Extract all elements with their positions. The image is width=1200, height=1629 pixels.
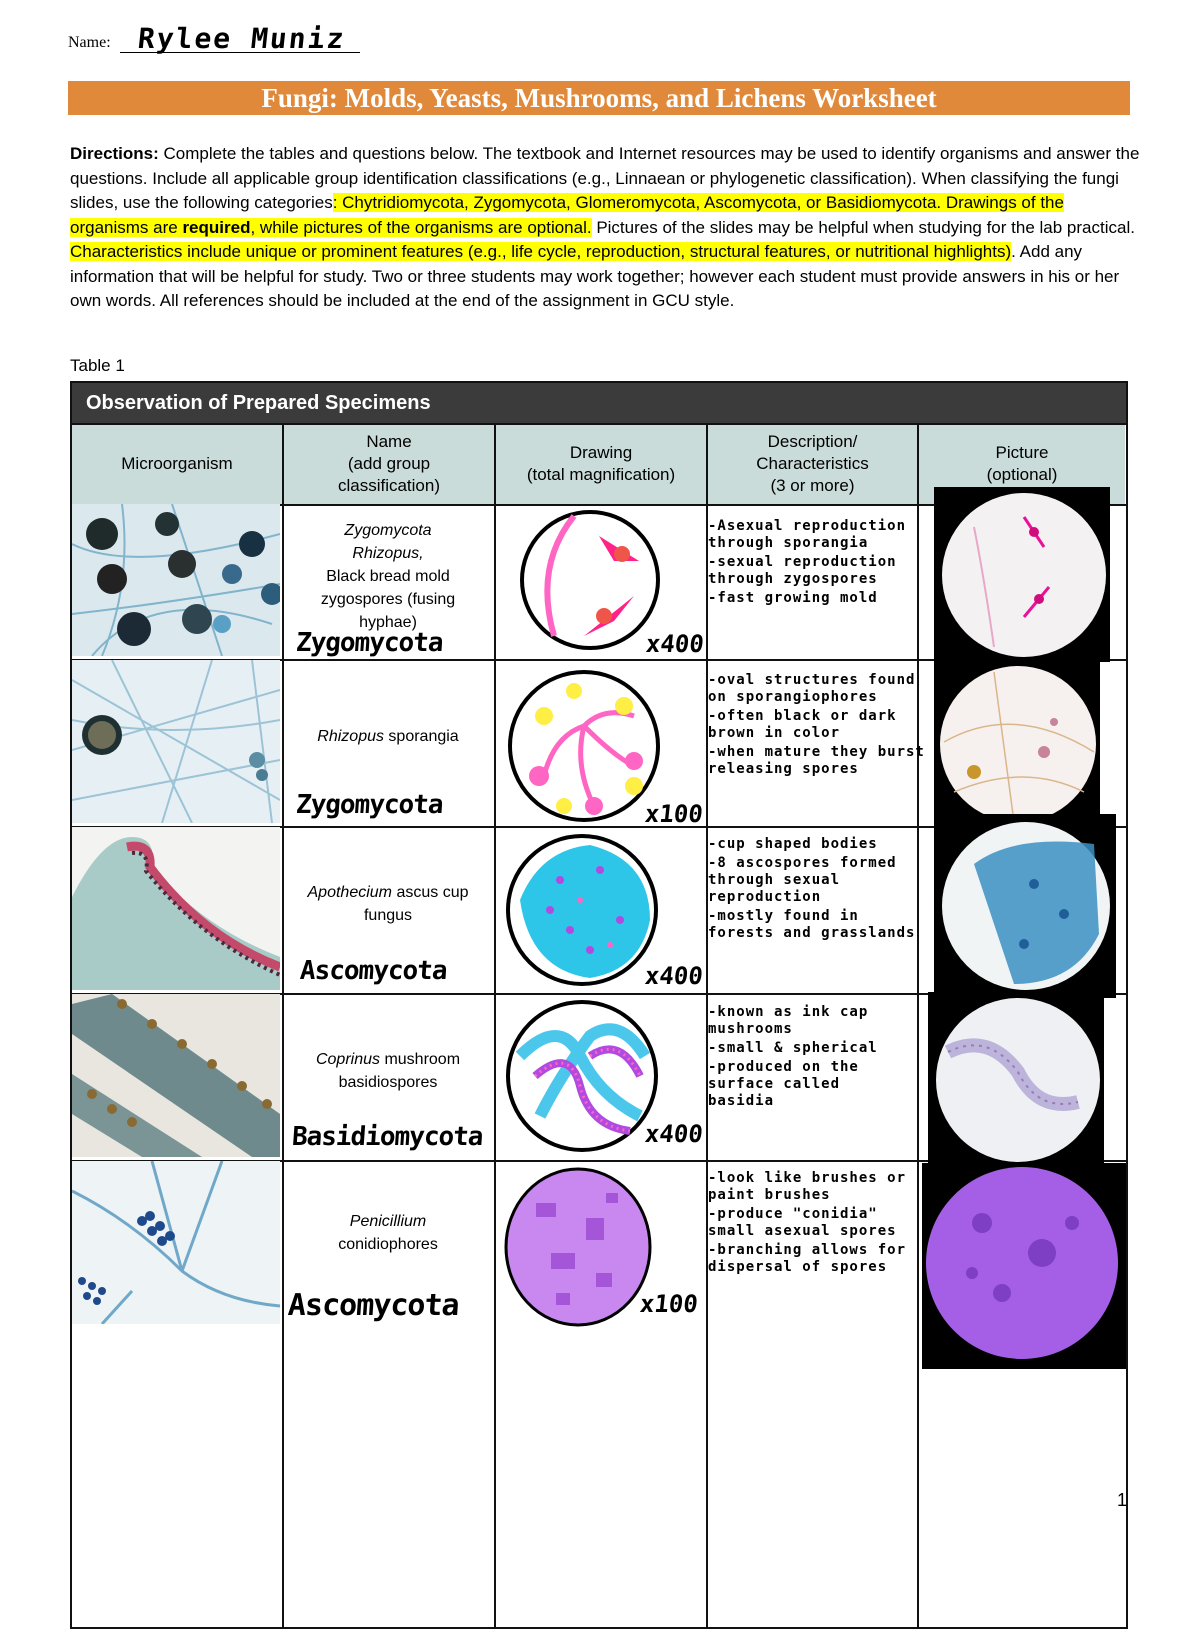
photo-row3 bbox=[934, 814, 1116, 998]
row1-desc-3: -fast growing mold bbox=[708, 590, 878, 606]
row4-name-italic: Coprinus bbox=[315, 1050, 380, 1068]
directions-text-2: Pictures of the slides may be helpful when studying for the lab practical. bbox=[591, 217, 1135, 237]
col-desc-line3: (3 or more) bbox=[770, 476, 855, 495]
row1-name-plain: Black bread mold zygospores (fusing hyphae) bbox=[320, 567, 456, 631]
row2-handwritten-group: Zygomycota bbox=[294, 790, 444, 820]
row4-desc-3: -produced on the surface called basidia bbox=[708, 1059, 859, 1109]
row5-desc-3: -branching allows for dispersal of spores bbox=[708, 1242, 907, 1275]
col-picture-line2: (optional) bbox=[986, 465, 1058, 484]
col-name-line1: Name bbox=[366, 432, 412, 451]
row5-handwritten-group: Ascomycota bbox=[286, 1288, 460, 1323]
photo-row4 bbox=[928, 992, 1104, 1166]
directions-highlight-2: , while pictures of the organisms are optional. bbox=[250, 217, 592, 237]
row2-magnification: x100 bbox=[643, 800, 705, 828]
drawing-row1 bbox=[514, 506, 664, 656]
row2-desc-1: -oval structures found on sporangiophores bbox=[708, 672, 916, 705]
drawing-row5 bbox=[496, 1163, 661, 1331]
table-label: Table 1 bbox=[70, 356, 125, 375]
page-number: 1 bbox=[1117, 1490, 1128, 1510]
table-heading: Observation of Prepared Specimens bbox=[72, 383, 1126, 423]
row5-name-italic: Penicillium bbox=[349, 1212, 427, 1230]
name-field bbox=[68, 22, 360, 54]
photo-row1 bbox=[934, 487, 1110, 662]
row5-name-plain: conidiophores bbox=[338, 1235, 438, 1253]
row4-magnification: x400 bbox=[643, 1120, 705, 1148]
row2-name-italic: Rhizopus bbox=[317, 728, 384, 745]
row4-desc-2: -small & spherical bbox=[708, 1040, 878, 1056]
row1-desc-1: -Asexual reproduction through sporangia bbox=[708, 518, 907, 551]
col-drawing-line1: Drawing bbox=[569, 443, 633, 462]
grid-line bbox=[494, 424, 496, 1629]
row1-desc-2: -sexual reproduction through zygospores bbox=[708, 554, 897, 587]
row2-name-plain: sporangia bbox=[383, 728, 459, 745]
row5-magnification: x100 bbox=[638, 1290, 700, 1318]
directions-text-3: . Add any information that will be helpful for study. Two or three students may work together; however each student must provide answers in his or her own words. All references should be included at the end of the assignment in GCU style. bbox=[70, 242, 1120, 310]
directions-highlight-required: required bbox=[182, 217, 251, 237]
col-description bbox=[708, 424, 917, 504]
col-drawing-line2: (total magnification) bbox=[526, 465, 676, 484]
row1-magnification: x400 bbox=[644, 630, 706, 658]
micrograph-sporangia bbox=[72, 660, 280, 823]
photo-row2 bbox=[934, 662, 1100, 824]
micrograph-apothecium bbox=[72, 827, 280, 990]
desc-cell-row5 bbox=[706, 1160, 916, 1345]
col-desc-line1: Description/ bbox=[767, 432, 858, 451]
row3-desc-3: -mostly found in forests and grasslands bbox=[708, 908, 916, 941]
directions-highlight-1: : Chytridiomycota, Zygomycota, Glomeromycota, Ascomycota, or Basidiomycota. Drawings of the organisms are bbox=[70, 193, 1064, 237]
col-picture-line1: Picture bbox=[995, 443, 1049, 462]
worksheet-title: Fungi: Molds, Yeasts, Mushrooms, and Lichens Worksheet bbox=[68, 81, 1130, 115]
row3-magnification: x400 bbox=[643, 962, 705, 990]
drawing-row3 bbox=[500, 830, 665, 990]
col-microorganism-label: Microorganism bbox=[121, 454, 233, 473]
directions-text-1: Complete the tables and questions below. The textbook and Internet resources may be used to identify organisms and answer the questions. Include all applicable group identification classifications (e.g., Linnaean or phylogenetic classification). When classifying the fungi slides, use the following categories bbox=[70, 144, 1140, 212]
row3-name-plain: ascus cup fungus bbox=[363, 883, 469, 924]
col-desc-line2: Characteristics bbox=[756, 454, 869, 473]
col-drawing bbox=[496, 424, 706, 504]
row3-name-italic: Apothecium bbox=[307, 883, 392, 901]
col-microorganism bbox=[72, 424, 282, 504]
row1-name-italic2: Rhizopus, bbox=[352, 544, 424, 562]
desc-cell-row3 bbox=[706, 826, 932, 986]
row4-handwritten-group: Basidiomycota bbox=[290, 1122, 484, 1152]
grid-line bbox=[72, 423, 1126, 425]
row1-handwritten-group: Zygomycota bbox=[294, 628, 444, 658]
row2-desc-2: -often black or dark brown in color bbox=[708, 708, 897, 741]
col-name-line2: (add group bbox=[347, 454, 431, 473]
row2-desc-3: -when mature they burst releasing spores bbox=[708, 744, 925, 777]
col-name-line3: classification) bbox=[337, 476, 441, 495]
row4-name-plain: mushroom basidiospores bbox=[338, 1050, 461, 1091]
name-label: Name: bbox=[68, 34, 111, 51]
row3-desc-2: -8 ascospores formed through sexual reproduction bbox=[708, 855, 897, 905]
desc-cell-row2 bbox=[706, 662, 932, 822]
directions-paragraph bbox=[70, 142, 1140, 314]
student-name: Rylee Muniz bbox=[136, 22, 348, 55]
photo-row5 bbox=[922, 1163, 1126, 1369]
micrograph-penicillium bbox=[72, 1161, 280, 1324]
directions-highlight-3: Characteristics include unique or prominent features (e.g., life cycle, reproduction, structural features, or nutritional highlights) bbox=[70, 242, 1012, 261]
col-name bbox=[284, 424, 494, 504]
drawing-row2 bbox=[504, 666, 662, 824]
micrograph-coprinus bbox=[72, 994, 280, 1157]
micrograph-zygospores bbox=[72, 504, 280, 656]
drawing-row4 bbox=[500, 996, 665, 1156]
directions-label: Directions: bbox=[70, 144, 159, 163]
desc-cell-row4 bbox=[706, 994, 916, 1154]
desc-cell-row1 bbox=[706, 508, 936, 658]
row5-desc-2: -produce "conidia" small asexual spores bbox=[708, 1206, 897, 1239]
row4-desc-1: -known as ink cap mushrooms bbox=[708, 1004, 869, 1037]
row3-handwritten-group: Ascomycota bbox=[298, 956, 448, 986]
row3-desc-1: -cup shaped bodies bbox=[708, 836, 878, 852]
row1-name-italic: Zygomycota bbox=[344, 521, 432, 539]
row5-desc-1: -look like brushes or paint brushes bbox=[708, 1170, 907, 1203]
